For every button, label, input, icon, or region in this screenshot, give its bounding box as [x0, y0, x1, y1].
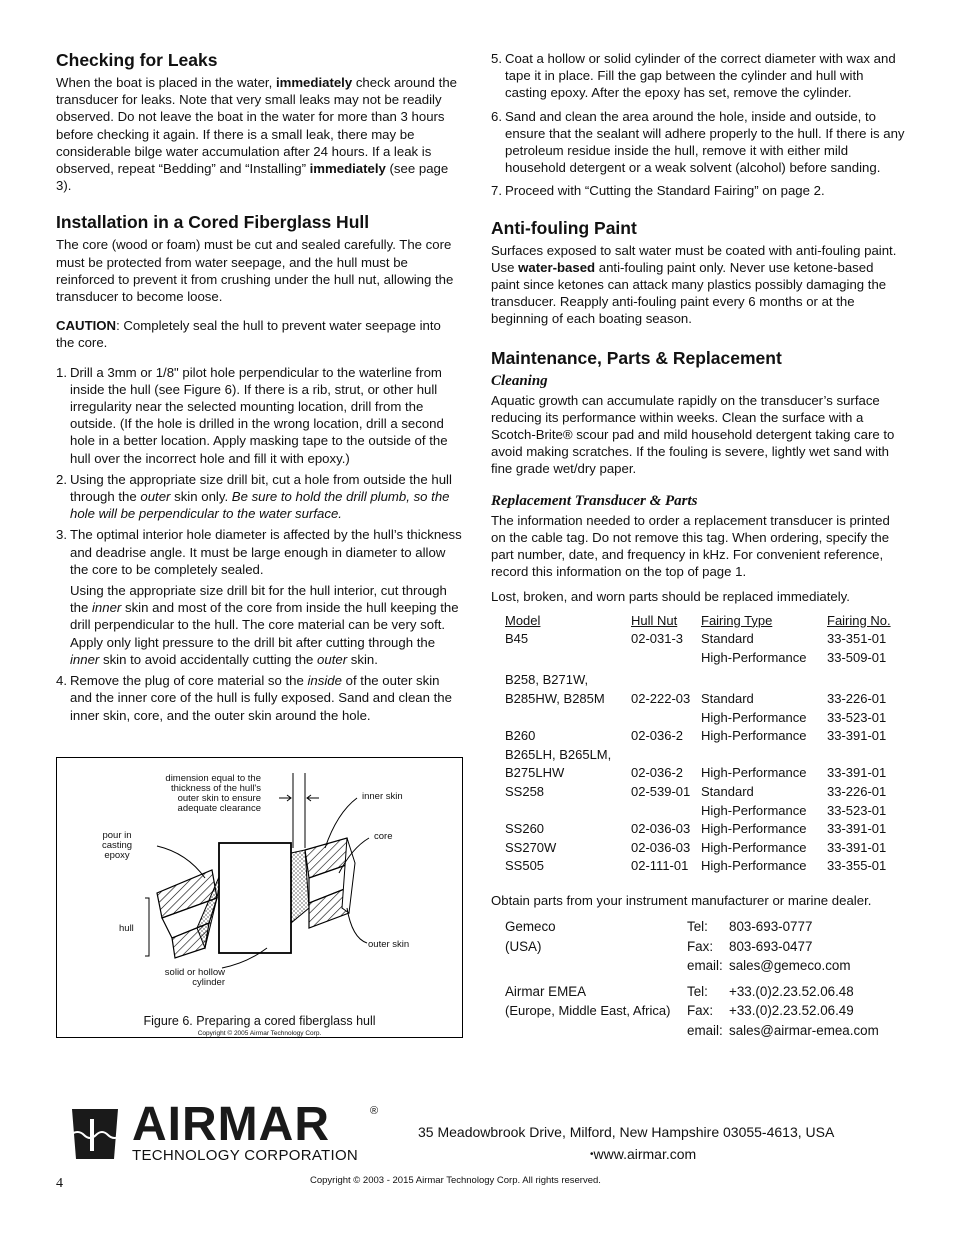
left-column [56, 50, 462, 728]
table-row [505, 630, 897, 649]
text-run: Using the appropriate size drill bit, cut a hole from outside the hull through the [70, 471, 452, 505]
registered-mark: ® [370, 1105, 379, 1117]
lost-parts-paragraph: Lost, broken, and worn parts should be replaced immediately. [491, 589, 850, 605]
table-row [505, 857, 897, 876]
bullet-icon: • [590, 1149, 594, 1160]
step-number: 2. [56, 471, 67, 487]
cell: 33-391-01 [827, 839, 887, 855]
cell [701, 746, 827, 765]
cell: 02-036-2 [631, 765, 684, 781]
step-4 [56, 672, 462, 724]
text-run: of the outer skin and the inner core of the hull is fully exposed. Sand and clean the inner skin, core, and the outer skin around the hole. [70, 673, 452, 723]
cell: High-Performance [701, 839, 807, 855]
label-hull: hull [119, 923, 134, 934]
cell [505, 709, 631, 728]
cell: Standard [701, 784, 754, 800]
header-fairing-type: Fairing Type [701, 612, 773, 628]
caution-label: CAUTION [56, 318, 117, 334]
cell: B258, B271W, [505, 672, 589, 688]
fax-value: 803-693-0477 [729, 938, 813, 954]
cell: B285HW, B285M [505, 691, 605, 707]
italic-run: inner [70, 651, 100, 667]
table-row [505, 649, 897, 668]
cell: High-Performance [701, 821, 807, 837]
step-number: 7. [491, 183, 502, 199]
cell: SS260 [505, 821, 545, 837]
header-model: Model [505, 612, 541, 628]
hull-right-section [305, 838, 355, 928]
cell: 02-036-2 [631, 728, 684, 744]
contact-name-col [505, 917, 687, 976]
step-text: Coat a hollow or solid cylinder of the correct diameter with wax and tape it in place. Fill the gap between the cylinder and hull with casting epoxy. After the epoxy has set, remove the cylinder. [505, 51, 896, 101]
cell [505, 649, 631, 668]
cleaning-paragraph: Aquatic growth can accumulate rapidly on the transducer’s surface reducing its performance within weeks. Clean the surface with a Scotch-Brite® scour pad and mild household detergent taking care to avoid making scratches. If the fouling is severe, lightly wet sand with fine grade wet/dry paper. [491, 392, 895, 477]
contact-details-col [687, 917, 851, 976]
fax-label: Fax: [687, 938, 714, 954]
step-number: 6. [491, 108, 502, 124]
cell: 33-391-01 [827, 765, 887, 781]
email-link[interactable]: sales@airmar-emea.com [729, 1022, 879, 1038]
cell: 33-509-01 [827, 649, 887, 665]
contact-emea [505, 982, 905, 1041]
contact-region: (USA) [505, 938, 542, 954]
cell: High-Performance [701, 709, 807, 725]
company-address: 35 Meadowbrook Drive, Milford, New Hampshire 03055-4613, USA [418, 1124, 835, 1140]
logo-mark-icon [68, 1105, 124, 1163]
table-row [505, 764, 897, 783]
cell: B260 [505, 728, 536, 744]
figure-6 [56, 757, 463, 1038]
steps-list-left [56, 364, 462, 724]
contacts-block [505, 917, 905, 1040]
contact-email [687, 956, 851, 976]
text-run: skin to avoid accidentally cutting the [99, 651, 318, 667]
step-text: Sand and clean the area around the hole, inside and outside, to ensure that the sealant will adhere properly to the hull. If there is any petroleum residue inside the hull, remove it with either mild household detergent or a weak solvent (alcohol) before sanding. [505, 108, 905, 176]
cell: 02-111-01 [631, 858, 689, 874]
cell [631, 649, 701, 668]
step-1 [56, 364, 462, 467]
cell: 33-226-01 [827, 691, 887, 707]
cell [631, 709, 701, 728]
cored-heading: Installation in a Cored Fiberglass Hull [56, 212, 370, 233]
antifouling-heading: Anti-fouling Paint [491, 217, 637, 238]
contact-email [687, 1021, 879, 1041]
cell [631, 802, 701, 821]
cell: SS258 [505, 784, 545, 800]
italic-run: Be sure to hold the drill plumb, so the hole will be perpendicular to the water surface. [70, 489, 450, 522]
cell: B265LH, B265LM, [505, 746, 612, 762]
step-5 [491, 50, 905, 102]
step-6 [491, 108, 905, 177]
cell: 33-355-01 [827, 858, 887, 874]
cell: 33-351-01 [827, 631, 887, 647]
text-run: Surfaces exposed to salt water must be coated with anti-fouling paint. Use [491, 242, 897, 275]
step-text: The optimal interior hole diameter is affected by the hull’s thickness and deadrise angle. It must be large enough in diameter to allow the core to be completely sealed. [70, 527, 462, 577]
tel-label: Tel: [687, 983, 708, 999]
cell [827, 746, 897, 765]
table-row [505, 783, 897, 802]
cell: High-Performance [701, 765, 807, 781]
cell [505, 802, 631, 821]
parts-table [505, 612, 897, 876]
cell: High-Performance [701, 858, 807, 874]
label-inner-skin: inner skin [362, 791, 403, 802]
cell: 33-523-01 [827, 709, 887, 725]
email-link[interactable]: sales@gemeco.com [729, 958, 851, 974]
table-row [505, 709, 897, 728]
step-text: Drill a 3mm or 1/8" pilot hole perpendicular to the waterline from inside the hull (see Figure 6). If there is a rib, strut, or other hull irregularity near the selected mounting location, drill from the outside. (If the hole is drilled in the wrong location, drill a second hole in a better location. Apply masking tape to the outside of the hull over the incorrect hole and fill it with epoxy.) [70, 364, 448, 466]
hull-left-section [157, 870, 222, 958]
contact-fax [687, 1001, 879, 1021]
cored-intro: The core (wood or foam) must be cut and sealed carefully. The core must be protected from water seepage, and the hull must be reinforced to prevent it from crushing under the hull nut, allowing the transducer to become loose. [56, 237, 454, 305]
bold-run: immediately [309, 161, 386, 177]
fax-label: Fax: [687, 1003, 714, 1019]
logo-subtitle: TECHNOLOGY CORPORATION [132, 1147, 359, 1164]
step-number: 1. [56, 364, 67, 380]
text-run: skin only. [170, 489, 232, 505]
contact-details-col [687, 982, 879, 1041]
cell: 02-036-03 [631, 821, 691, 837]
logo-wordmark: AIRMAR [132, 1098, 330, 1151]
cell: SS270W [505, 839, 557, 855]
text-run: When the boat is placed in the water, [56, 75, 276, 90]
step-2 [56, 471, 462, 523]
step-3 [56, 526, 462, 668]
antifouling-paragraph [491, 242, 905, 328]
contact-region: (Europe, Middle East, Africa) [505, 1003, 671, 1019]
text-run: (see page 3). [56, 161, 449, 194]
step-number: 5. [491, 51, 502, 66]
text-run: Remove the plug of core material so the [70, 673, 308, 689]
leaks-heading: Checking for Leaks [56, 50, 218, 70]
contact-tel [687, 917, 851, 937]
tel-value: 803-693-0777 [729, 919, 813, 935]
cell: High-Performance [701, 728, 807, 744]
cell [631, 746, 701, 765]
italic-run: inner [92, 600, 122, 616]
cleaning-subheading: Cleaning [491, 372, 548, 389]
figure-caption: Figure 6. Preparing a cored fiberglass hull [143, 1014, 376, 1028]
cell [701, 667, 827, 690]
italic-run: inside [307, 673, 342, 689]
replacement-subheading: Replacement Transducer & Parts [491, 492, 698, 509]
text-run: skin and most of the core from inside the hull keeping the drill perpendicular to the hull. The core material can be very soft. Apply only light pressure to the drill bit after cutting through the [70, 600, 459, 650]
cell: 33-523-01 [827, 802, 887, 818]
step-7 [491, 182, 905, 199]
cell: 02-031-3 [631, 631, 684, 647]
page-number: 4 [56, 1176, 63, 1191]
steps-list-right [491, 50, 905, 200]
contact-gemeco [505, 917, 905, 976]
label-dimension: dimension equal to the thickness of the hull's outer skin to ensure adequate clearance [165, 773, 261, 814]
cell [827, 667, 897, 690]
cell: High-Performance [701, 649, 807, 665]
email-label: email: [687, 1022, 723, 1038]
leaks-paragraph [56, 74, 462, 194]
tel-value: +33.(0)2.23.52.06.48 [729, 983, 854, 999]
bold-run: water-based [518, 259, 596, 275]
header-hull-nut: Hull Nut [631, 612, 678, 628]
step-3-continued [70, 582, 462, 668]
cell: 33-226-01 [827, 784, 887, 800]
label-pour-epoxy: pour in casting epoxy [101, 830, 133, 861]
cell: SS505 [505, 858, 545, 874]
email-label: email: [687, 958, 723, 974]
maintenance-heading: Maintenance, Parts & Replacement [491, 347, 782, 368]
website-row [590, 1146, 696, 1162]
cell: B275LHW [505, 765, 565, 781]
footer-copyright: Copyright © 2003 - 2015 Airmar Technology Corp. All rights reserved. [310, 1175, 601, 1186]
label-cylinder: solid or hollow cylinder [164, 967, 225, 988]
contact-tel [687, 982, 879, 1002]
obtain-parts-paragraph: Obtain parts from your instrument manufacturer or marine dealer. [491, 892, 872, 908]
contact-name: Gemeco [505, 919, 556, 935]
table-row [505, 839, 897, 858]
table-row [505, 802, 897, 821]
figure-copyright: Copyright © 2005 Airmar Technology Corp. [197, 1030, 322, 1037]
caution-text: : Completely seal the hull to prevent water seepage into the core. [56, 318, 441, 351]
table-row [505, 667, 897, 690]
cell: 33-391-01 [827, 821, 887, 837]
table-row [505, 727, 897, 746]
cell: 02-036-03 [631, 839, 691, 855]
text-run: Using the appropriate size drill bit for the hull interior, cut through the [70, 583, 447, 616]
label-outer-skin: outer skin [368, 939, 410, 950]
cell: 02-539-01 [631, 784, 691, 800]
cylinder-shape [219, 843, 291, 953]
table-row [505, 746, 897, 765]
label-core: core [374, 831, 393, 842]
contact-name: Airmar EMEA [505, 983, 587, 999]
italic-run: outer [140, 489, 171, 505]
caution-paragraph [56, 317, 462, 351]
step-text: Proceed with “Cutting the Standard Fairing” on page 2. [505, 183, 825, 199]
text-run: check around the transducer for leaks. Note that very small leaks may not be readily observed. Do not leave the boat in the water for more than 3 hours before checking it again. If there is a small leak, there may be considerable bilge water accumulation after 24 hours. If a leak is observed, repeat “Bedding” and “Installing” [56, 75, 458, 177]
cell [631, 667, 701, 690]
table-header-row [505, 612, 897, 631]
cell: Standard [701, 631, 754, 647]
step-number: 4. [56, 673, 67, 689]
website-link[interactable]: www.airmar.com [593, 1146, 697, 1162]
fax-value: +33.(0)2.23.52.06.49 [729, 1003, 854, 1019]
cell: B45 [505, 631, 529, 647]
header-fairing-no: Fairing No. [827, 612, 891, 628]
cell: High-Performance [701, 802, 807, 818]
cell: 33-391-01 [827, 728, 887, 744]
text-run: skin. [347, 651, 378, 667]
cell: 02-222-03 [631, 691, 691, 707]
table-row [505, 820, 897, 839]
table-row [505, 690, 897, 709]
step-number: 3. [56, 527, 67, 543]
right-column [491, 50, 905, 1040]
contact-fax [687, 937, 851, 957]
tel-label: Tel: [687, 919, 708, 935]
text-run: anti-fouling paint only. Never use ketone-based paint since ketones can attack many plastics possibly damaging the transducer. Reapply anti-fouling paint every 6 months or at the beginning of each boating season. [491, 259, 887, 327]
italic-run: outer [317, 651, 348, 667]
contact-name-col [505, 982, 687, 1041]
bold-run: immediately [275, 75, 353, 90]
replacement-paragraph: The information needed to order a replacement transducer is printed on the cable tag. Do not remove this tag. When ordering, specify the part number, date, and frequency in kHz. For convenient reference, record this information on the top of page 1. [491, 512, 890, 580]
cell: Standard [701, 691, 754, 707]
